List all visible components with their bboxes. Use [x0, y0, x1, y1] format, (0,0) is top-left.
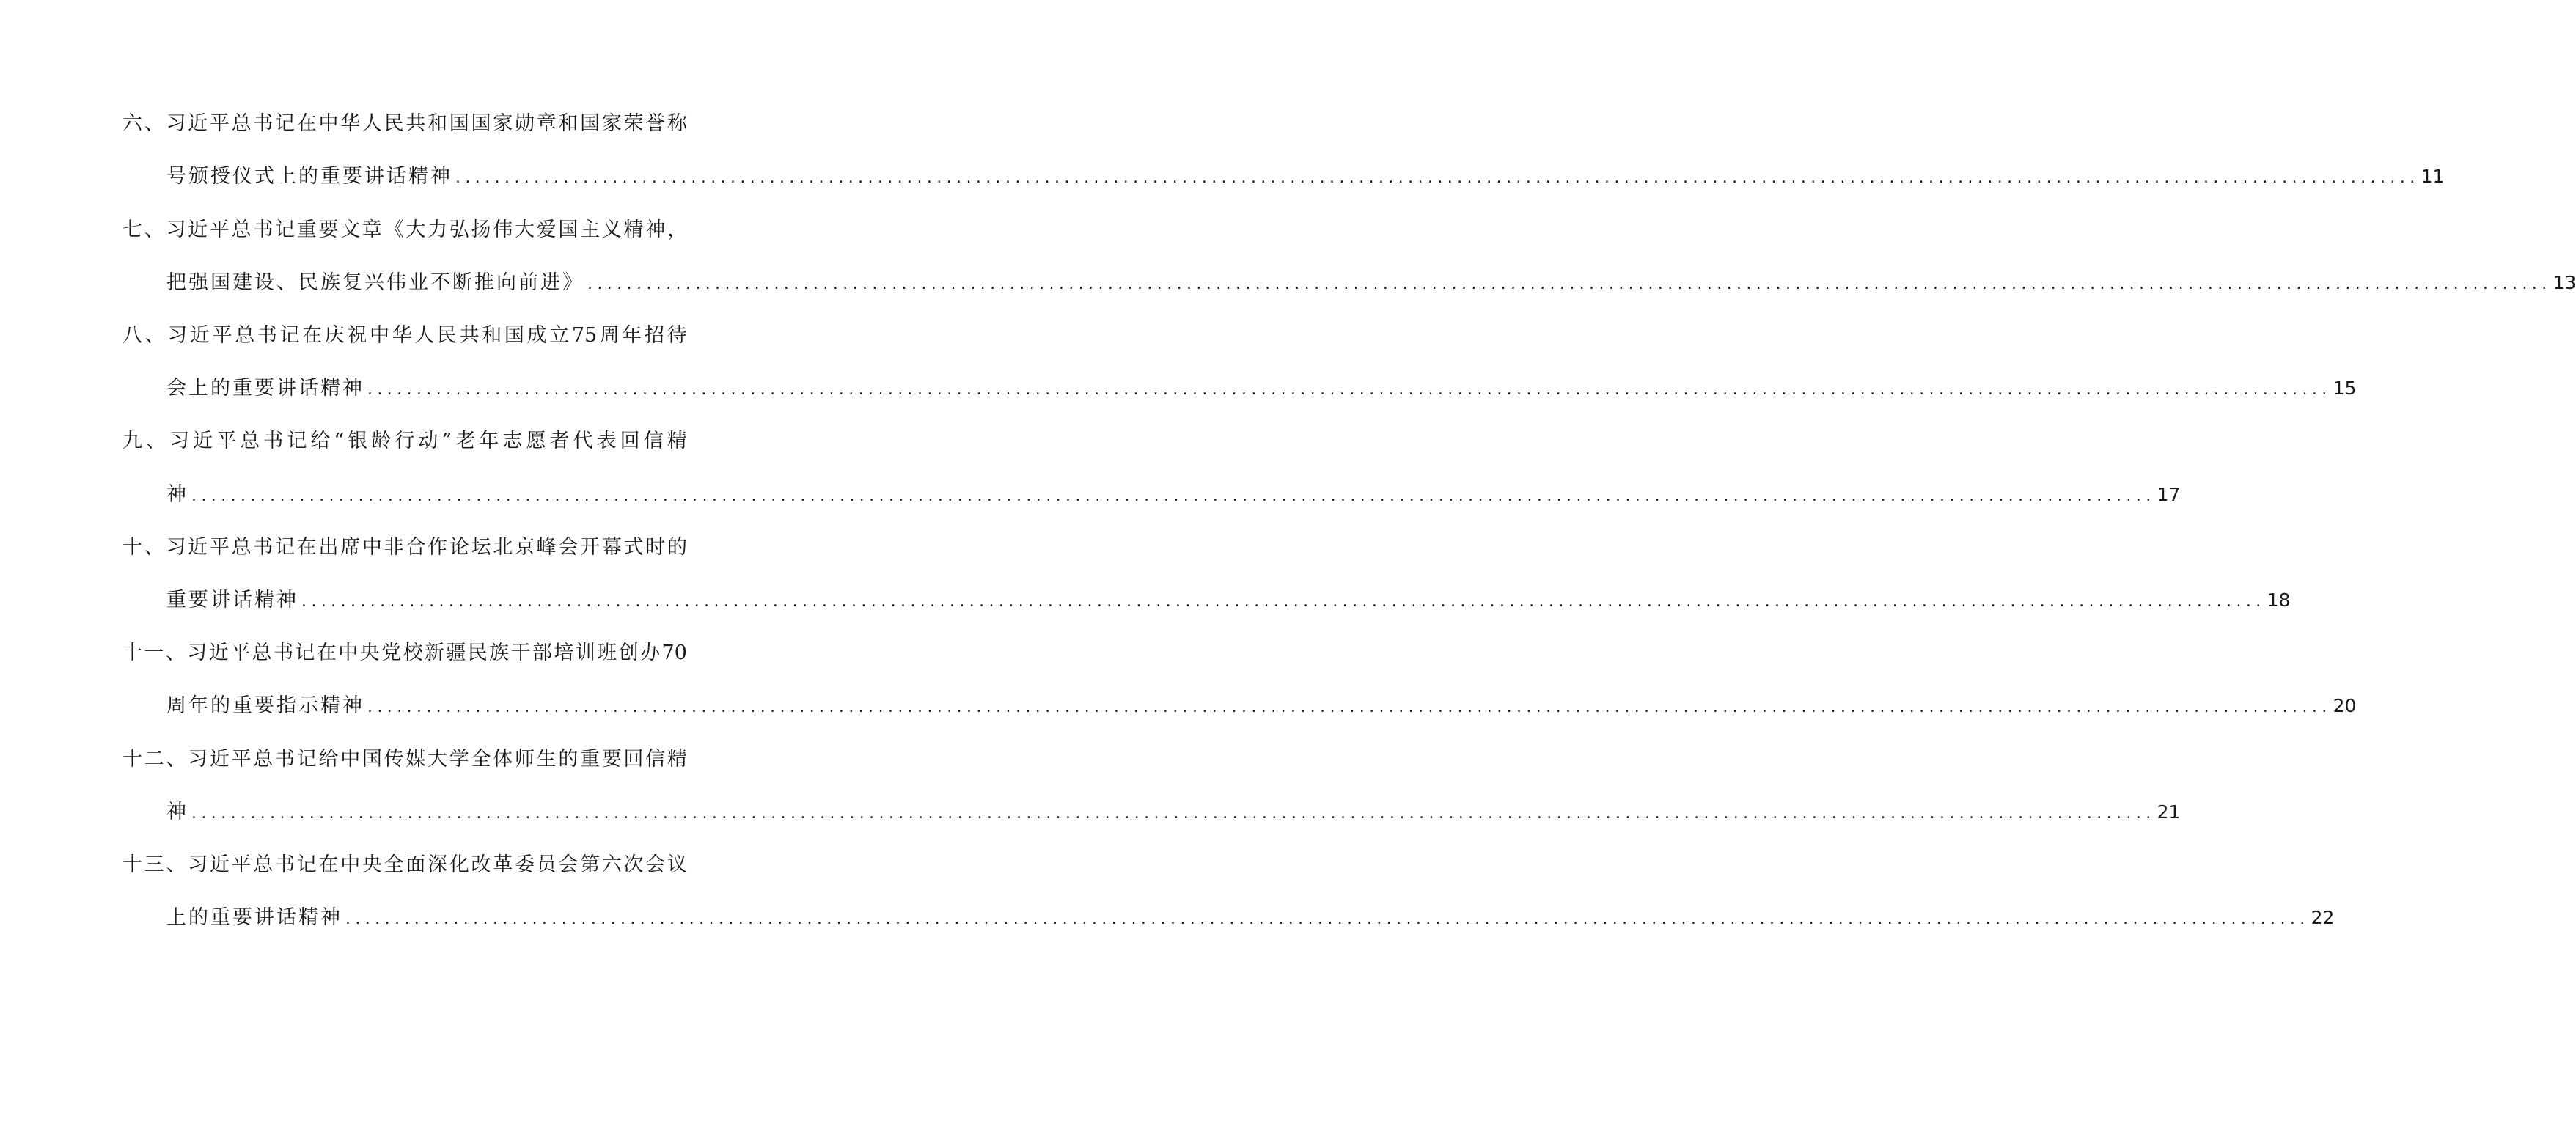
toc-entry-title-end: 神 — [166, 483, 188, 506]
toc-entry-title-line: 八 、 习 近 平 总 书 记 在 庆 祝 中 华 人 民 共 和 国 成 立 75 周 年 招 待 — [122, 324, 687, 347]
page-number: 21 — [2157, 801, 2181, 823]
toc-entry-continuation[interactable] — [166, 479, 2181, 511]
toc-entry-continuation[interactable] — [166, 372, 2357, 405]
toc-entry-title-end: 上的重要讲话精神 — [166, 906, 342, 929]
toc-entry-title-line: 七 、 习 近 平 总 书 记 重 要 文 章 《 大 力 弘 扬 伟 大 爱 国 主 义 精 神 ， — [122, 218, 687, 241]
dot-leader: ........................................................................................................................................................................................................ — [301, 592, 2266, 611]
toc-entry-continuation[interactable] — [166, 161, 2445, 193]
dot-leader: ........................................................................................................................................................................................................ — [367, 381, 2332, 399]
page-number: 18 — [2267, 589, 2291, 611]
toc-entry-title-end: 号颁授仪式上的重要讲话精神 — [166, 165, 452, 188]
dot-leader: ........................................................................................................................................................................................................ — [191, 487, 2156, 505]
toc-entry-title-end: 会上的重要讲话精神 — [166, 377, 364, 400]
page-number: 15 — [2333, 378, 2357, 399]
toc-entry-title-line: 九 、 习 近 平 总 书 记 给 “ 银 龄 行 动 ” 老 年 志 愿 者 代 表 回 信 精 — [122, 430, 687, 452]
dot-leader: ........................................................................................................................................................................................................ — [455, 169, 2420, 187]
toc-entry-continuation[interactable] — [166, 796, 2181, 828]
toc-entry-title-end: 神 — [166, 801, 188, 823]
page-number: 17 — [2157, 484, 2181, 505]
toc-entry-title-line: 六 、 习 近 平 总 书 记 在 中 华 人 民 共 和 国 国 家 勋 章 和 国 家 荣 誉 称 — [122, 112, 687, 135]
toc-entry-title-end: 重要讲话精神 — [166, 589, 298, 611]
page-number: 20 — [2333, 695, 2357, 716]
toc-entry-continuation[interactable] — [166, 267, 2576, 299]
toc-entry-continuation[interactable] — [166, 584, 2291, 617]
dot-leader: ........................................................................................................................................................................................................ — [191, 804, 2156, 823]
dot-leader: ........................................................................................................................................................................................................ — [345, 910, 2310, 928]
toc-entry-title-line: 十 、 习 近 平 总 书 记 在 出 席 中 非 合 作 论 坛 北 京 峰 会 开 幕 式 时 的 — [122, 536, 687, 559]
toc-entry-continuation[interactable] — [166, 902, 2335, 934]
page-number: 11 — [2421, 166, 2445, 187]
page-number: 13 — [2553, 272, 2576, 293]
dot-leader: ........................................................................................................................................................................................................ — [367, 698, 2332, 716]
toc-entry-title-line: 十 二 、 习 近 平 总 书 记 给 中 国 传 媒 大 学 全 体 师 生 的 重 要 回 信 精 — [122, 748, 687, 771]
toc-entry-title-line: 十 三 、 习 近 平 总 书 记 在 中 央 全 面 深 化 改 革 委 员 会 第 六 次 会 议 — [122, 853, 687, 876]
toc-entry-title-end: 把强国建设、民族复兴伟业不断推向前进》 — [166, 271, 584, 294]
toc-entry-continuation[interactable] — [166, 690, 2357, 722]
page-number: 22 — [2311, 907, 2335, 928]
toc-entry-title-end: 周年的重要指示精神 — [166, 694, 364, 717]
toc-entry-title-line: 十 一 、 习 近 平 总 书 记 在 中 央 党 校 新 疆 民 族 干 部 培 训 班 创 办 70 — [122, 642, 687, 664]
dot-leader: ........................................................................................................................................................................................................ — [587, 275, 2552, 293]
